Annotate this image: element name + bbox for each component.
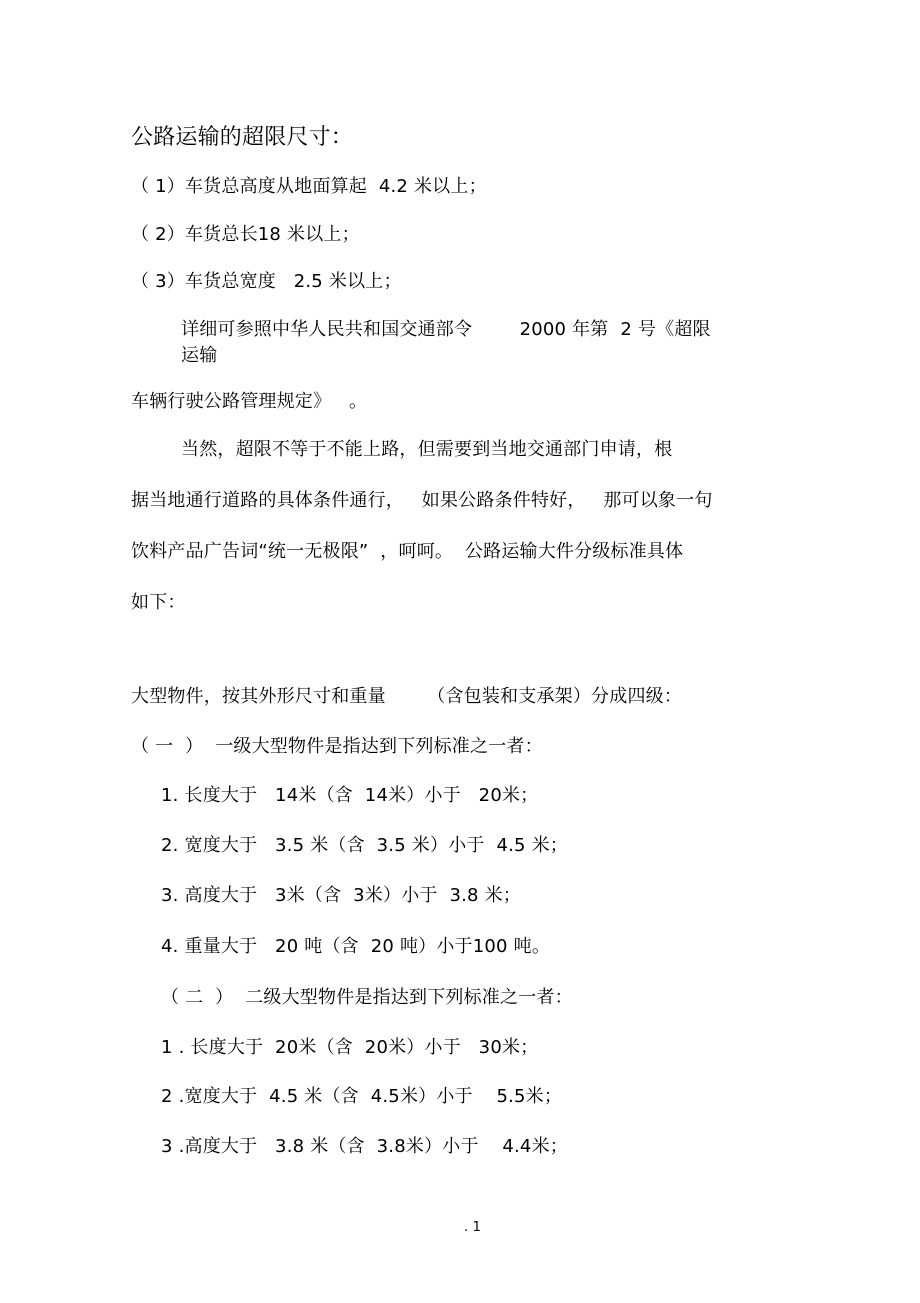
- limit-height: （ 1）车货总高度从地面算起 4.2 米以上；: [131, 176, 487, 197]
- page-number: . 1: [464, 1220, 482, 1235]
- grade1-item: 1. 长度大于 14米（含 14米）小于 20米；: [161, 785, 539, 806]
- paragraph-line: 据当地通行道路的具体条件通行， 如果公路条件特好， 那可以象一句: [131, 490, 713, 511]
- grade1-item: 2. 宽度大于 3.5 米（含 3.5 米）小于 4.5 米；: [161, 835, 568, 856]
- limit-width: （ 3）车货总宽度 2.5 米以上；: [131, 271, 402, 292]
- paragraph-line: 饮料产品广告词“统一无极限” ，呵呵。 公路运输大件分级标准具体: [131, 541, 684, 562]
- document-title: 公路运输的超限尺寸：: [131, 125, 354, 150]
- limit-length: （ 2）车货总长18 米以上；: [131, 224, 360, 245]
- grade1-heading: （ 一 ） 一级大型物件是指达到下列标准之一者：: [131, 736, 543, 757]
- grade2-item: 2 .宽度大于 4.5 米（含 4.5米）小于 5.5米；: [161, 1086, 563, 1107]
- grade2-heading: （ 二 ） 二级大型物件是指达到下列标准之一者：: [161, 987, 573, 1008]
- reference-line: 车辆行驶公路管理规定》 。: [131, 391, 368, 412]
- classification-intro: 大型物件，按其外形尺寸和重量 （含包装和支承架）分成四级：: [131, 686, 683, 707]
- grade2-item: 3 .高度大于 3.8 米（含 3.8米）小于 4.4米；: [161, 1136, 568, 1157]
- paragraph-line: 当然，超限不等于不能上路，但需要到当地交通部门申请，根: [181, 439, 673, 460]
- grade1-item: 3. 高度大于 3米（含 3米）小于 3.8 米；: [161, 885, 521, 906]
- paragraph-line: 如下：: [131, 592, 186, 613]
- grade2-item: 1 . 长度大于 20米（含 20米）小于 30米；: [161, 1037, 539, 1058]
- grade1-item: 4. 重量大于 20 吨（含 20 吨）小于100 吨。: [161, 936, 551, 957]
- reference-line: 详细可参照中华人民共和国交通部令 2000 年第 2 号《超限: [181, 319, 711, 340]
- reference-line: 运输: [181, 345, 218, 366]
